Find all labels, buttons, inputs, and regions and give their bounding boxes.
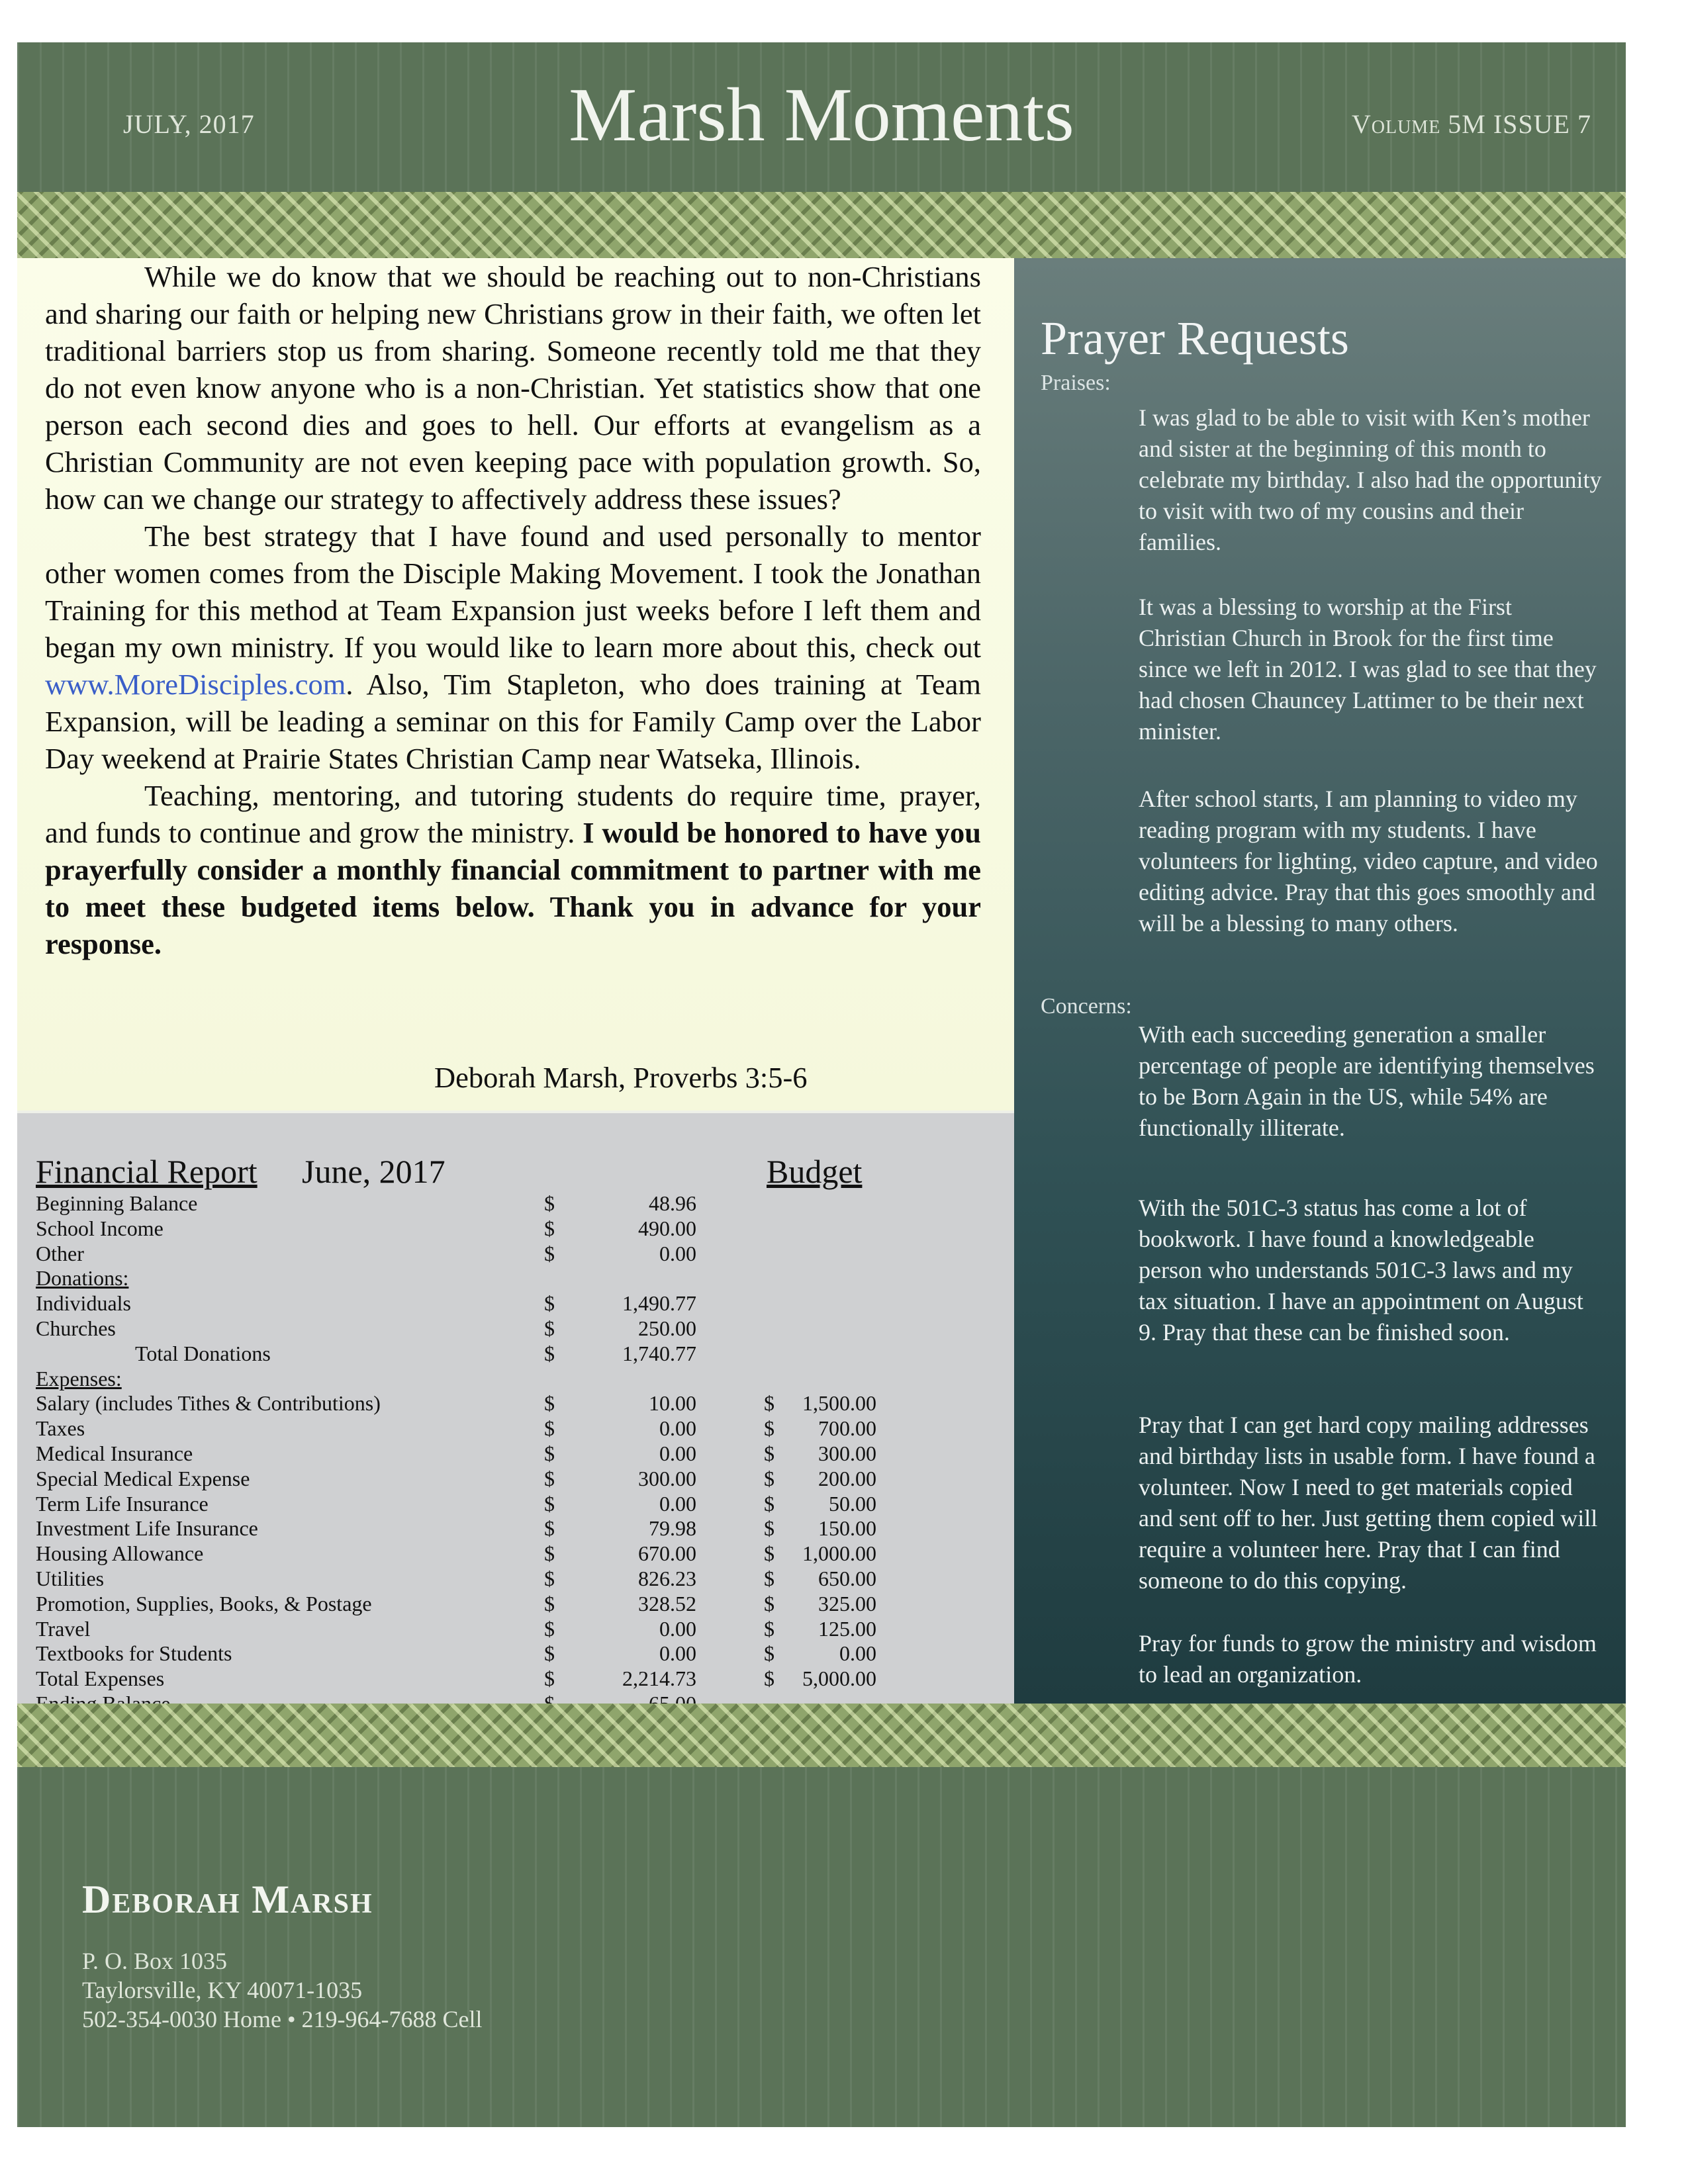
decorative-band-bottom bbox=[17, 1704, 1626, 1767]
finance-row bbox=[36, 1666, 962, 1691]
finance-row-label: Donations: bbox=[36, 1266, 129, 1291]
financial-report bbox=[17, 1111, 1014, 1706]
finance-row bbox=[36, 1416, 962, 1441]
finance-row bbox=[36, 1216, 962, 1241]
amount-value: 2,214.73 bbox=[622, 1666, 696, 1691]
finance-row-label: Expenses: bbox=[36, 1366, 122, 1390]
currency-symbol: $ bbox=[544, 1641, 555, 1666]
finance-row-label: Term Life Insurance bbox=[36, 1491, 209, 1516]
finance-row bbox=[36, 1492, 962, 1516]
budget-value: 5,000.00 bbox=[802, 1666, 876, 1691]
newsletter-page bbox=[17, 42, 1626, 2127]
budget-value: 325.00 bbox=[818, 1591, 876, 1615]
amount-value: 0.00 bbox=[659, 1641, 696, 1666]
amount-value: 48.96 bbox=[649, 1191, 696, 1215]
finance-row-label: Individuals bbox=[36, 1291, 131, 1316]
finance-row-label: Promotion, Supplies, Books, & Postage bbox=[36, 1591, 372, 1615]
currency-symbol: $ bbox=[544, 1666, 555, 1691]
currency-symbol: $ bbox=[544, 1416, 555, 1441]
finance-row bbox=[36, 1641, 962, 1666]
currency-symbol: $ bbox=[544, 1567, 555, 1590]
concern-item: With the 501C-3 status has come a lot of bookwork. I have found a knowledgeable person who understands 501C-3 laws and my tax situation. I have an appointment on August 9. Pray that these can be finished soon. bbox=[1139, 1195, 1583, 1345]
currency-symbol: $ bbox=[544, 1391, 555, 1416]
article-paragraph bbox=[45, 777, 981, 962]
currency-symbol: $ bbox=[764, 1416, 774, 1441]
currency-symbol: $ bbox=[764, 1666, 774, 1691]
finance-row bbox=[36, 1467, 962, 1491]
currency-symbol: $ bbox=[544, 1241, 555, 1265]
prayer-requests-sidebar bbox=[1014, 258, 1626, 1704]
author-name: Deborah Marsh bbox=[82, 1878, 373, 1921]
article-body bbox=[45, 258, 981, 962]
currency-symbol: $ bbox=[544, 1491, 555, 1516]
finance-row bbox=[36, 1291, 962, 1316]
budget-header: Budget bbox=[767, 1153, 863, 1190]
concern-item: Pray that I can get hard copy mailing addresses and birthday lists in usable form. I have found a volunteer. Now I need to get materials copied and sent off to her. Just getting them copied will require a volunteer here. Pray that I can find someone to do this copying. bbox=[1139, 1412, 1598, 1594]
finance-row bbox=[36, 1342, 962, 1366]
amount-value: 0.00 bbox=[659, 1491, 696, 1516]
finance-row-label: Medical Insurance bbox=[36, 1441, 193, 1465]
amount-value: 1,490.77 bbox=[622, 1291, 696, 1316]
currency-symbol: $ bbox=[764, 1641, 774, 1666]
report-period: June, 2017 bbox=[302, 1153, 445, 1190]
newsletter-title: Marsh Moments bbox=[569, 73, 1074, 158]
finance-row bbox=[36, 1367, 962, 1391]
currency-symbol: $ bbox=[544, 1466, 555, 1490]
praises-label: Praises: bbox=[1041, 371, 1111, 395]
finance-row bbox=[36, 1567, 962, 1591]
budget-value: 300.00 bbox=[818, 1441, 876, 1465]
signature: Deborah Marsh, Proverbs 3:5-6 bbox=[434, 1061, 808, 1094]
currency-symbol: $ bbox=[544, 1441, 555, 1465]
currency-symbol: $ bbox=[544, 1591, 555, 1615]
finance-row bbox=[36, 1316, 962, 1341]
budget-value: 0.00 bbox=[839, 1641, 876, 1666]
amount-value: 0.00 bbox=[659, 1441, 696, 1465]
amount-value: 250.00 bbox=[638, 1316, 696, 1340]
currency-symbol: $ bbox=[764, 1567, 774, 1590]
finance-row-label: Other bbox=[36, 1241, 84, 1265]
budget-value: 150.00 bbox=[818, 1516, 876, 1541]
amount-value: 0.00 bbox=[659, 1241, 696, 1265]
currency-symbol: $ bbox=[544, 1616, 555, 1641]
article-text: . Also, Tim Stapleton, who does training at Team Expansion, will be leading a seminar on this for Family Camp over the Labor Day weekend at Prairie States Christian Camp near Watseka, Illinois. bbox=[45, 668, 981, 775]
finance-row bbox=[36, 1592, 962, 1616]
finance-row-label: Churches bbox=[36, 1316, 116, 1340]
amount-value: 1,740.77 bbox=[622, 1341, 696, 1365]
issue-date: JULY, 2017 bbox=[123, 109, 255, 139]
currency-symbol: $ bbox=[764, 1541, 774, 1566]
finance-row-label: Textbooks for Students bbox=[36, 1641, 232, 1666]
finance-row bbox=[36, 1266, 962, 1291]
moredisciples-link[interactable]: www.MoreDisciples.com bbox=[45, 668, 346, 701]
masthead bbox=[17, 42, 1626, 192]
article-paragraph bbox=[45, 518, 981, 777]
article-text: The best strategy that I have found and used personally to mentor other women comes from the Disciple Making Movement. I took the Jonathan Training for this method at Team Expansion just weeks before I left them and began my own ministry. If you would like to learn more about this, check out bbox=[45, 520, 981, 664]
address-line: Taylorsville, KY 40071-1035 bbox=[82, 1977, 363, 2003]
budget-value: 1,000.00 bbox=[802, 1541, 876, 1566]
currency-symbol: $ bbox=[764, 1391, 774, 1416]
currency-symbol: $ bbox=[544, 1516, 555, 1541]
finance-row-label: Utilities bbox=[36, 1567, 105, 1590]
currency-symbol: $ bbox=[764, 1466, 774, 1490]
article-paragraph: While we do know that we should be reaching out to non-Christians and sharing our faith or helping new Christians grow in their faith, we often let traditional barriers stop us from sharing. Someone recently told me that they do not even know anyone who is a non-Christian. Yet statistics show that one person each second dies and goes to hell. Our efforts at evangelism as a Christian Community are not even keeping pace with population growth. So, how can we change our strategy to affectively address these issues? bbox=[45, 260, 981, 516]
budget-value: 700.00 bbox=[818, 1416, 876, 1441]
currency-symbol: $ bbox=[764, 1491, 774, 1516]
amount-value: 79.98 bbox=[649, 1516, 696, 1541]
decorative-band-top bbox=[17, 192, 1626, 258]
finance-row-label: Total Donations bbox=[135, 1341, 271, 1365]
praise-item: I was glad to be able to visit with Ken’s mother and sister at the beginning of this month to celebrate my birthday. I also had the opportunity to visit with two of my cousins and their families. bbox=[1139, 404, 1602, 555]
amount-value: 300.00 bbox=[638, 1466, 696, 1490]
praise-item: After school starts, I am planning to video my reading program with my students. I have volunteers for lighting, video capture, and video editing advice. Pray that this goes smoothly and will be a blessing to many others. bbox=[1139, 786, 1598, 936]
finance-row bbox=[36, 1441, 962, 1466]
currency-symbol: $ bbox=[544, 1191, 555, 1215]
finance-row-label: Salary (includes Tithes & Contributions) bbox=[36, 1391, 381, 1416]
amount-value: 0.00 bbox=[659, 1416, 696, 1441]
amount-value: 0.00 bbox=[659, 1616, 696, 1641]
commitment-request: I would be honored to have you prayerfully consider a monthly financial commitment to partner with me to meet these budgeted items below. Thank you in advance for your response. bbox=[45, 816, 981, 960]
finance-row bbox=[36, 1191, 962, 1216]
currency-symbol: $ bbox=[764, 1516, 774, 1541]
amount-value: 328.52 bbox=[638, 1591, 696, 1615]
budget-value: 125.00 bbox=[818, 1616, 876, 1641]
article-text: Teaching, mentoring, and tutoring students do require time, prayer, and funds to continue and grow the ministry. bbox=[45, 779, 981, 849]
concern-item: Pray for funds to grow the ministry and wisdom to lead an organization. bbox=[1139, 1630, 1597, 1688]
currency-symbol: $ bbox=[544, 1341, 555, 1365]
prayer-requests-title: Prayer Requests bbox=[1041, 312, 1349, 365]
finance-row-label: Taxes bbox=[36, 1416, 85, 1441]
amount-value: 490.00 bbox=[638, 1216, 696, 1240]
finance-row-label: School Income bbox=[36, 1216, 164, 1240]
currency-symbol: $ bbox=[764, 1591, 774, 1615]
amount-value: 10.00 bbox=[649, 1391, 696, 1416]
finance-row-label: Housing Allowance bbox=[36, 1541, 204, 1566]
amount-value: 826.23 bbox=[638, 1567, 696, 1590]
finance-row-label: Travel bbox=[36, 1616, 91, 1641]
currency-symbol: $ bbox=[544, 1291, 555, 1316]
finance-row-label: Total Expenses bbox=[36, 1666, 165, 1691]
budget-value: 1,500.00 bbox=[802, 1391, 876, 1416]
budget-value: 50.00 bbox=[829, 1491, 876, 1516]
currency-symbol: $ bbox=[544, 1316, 555, 1340]
financial-report-title: Financial Report bbox=[36, 1153, 258, 1190]
finance-row bbox=[36, 1541, 962, 1566]
phone-line: 502-354-0030 Home • 219-964-7688 Cell bbox=[82, 2006, 483, 2032]
finance-row bbox=[36, 1516, 962, 1541]
finance-row bbox=[36, 1391, 962, 1416]
volume-issue: Volume 5M ISSUE 7 bbox=[1351, 109, 1591, 139]
praise-item: It was a blessing to worship at the First Christian Church in Brook for the first time since we left in 2012. I was glad to see that they had chosen Chauncey Lattimer to be their next minister. bbox=[1139, 594, 1597, 745]
budget-value: 200.00 bbox=[818, 1466, 876, 1490]
currency-symbol: $ bbox=[544, 1216, 555, 1240]
finance-row-label: Investment Life Insurance bbox=[36, 1516, 258, 1541]
currency-symbol: $ bbox=[764, 1441, 774, 1465]
currency-symbol: $ bbox=[764, 1616, 774, 1641]
concern-item: With each succeeding generation a smaller percentage of people are identifying themselves to be Born Again in the US, while 54% are functionally illiterate. bbox=[1139, 1021, 1595, 1141]
address-line: P. O. Box 1035 bbox=[82, 1948, 228, 1974]
finance-row-label: Special Medical Expense bbox=[36, 1466, 250, 1490]
budget-value: 650.00 bbox=[818, 1567, 876, 1590]
article-panel bbox=[17, 258, 1014, 1111]
amount-value: 670.00 bbox=[638, 1541, 696, 1566]
contact-footer bbox=[17, 1767, 1626, 2127]
concerns-label: Concerns: bbox=[1041, 994, 1132, 1019]
finance-row bbox=[36, 1617, 962, 1641]
currency-symbol: $ bbox=[544, 1541, 555, 1566]
finance-row-label: Beginning Balance bbox=[36, 1191, 198, 1215]
finance-row bbox=[36, 1242, 962, 1266]
